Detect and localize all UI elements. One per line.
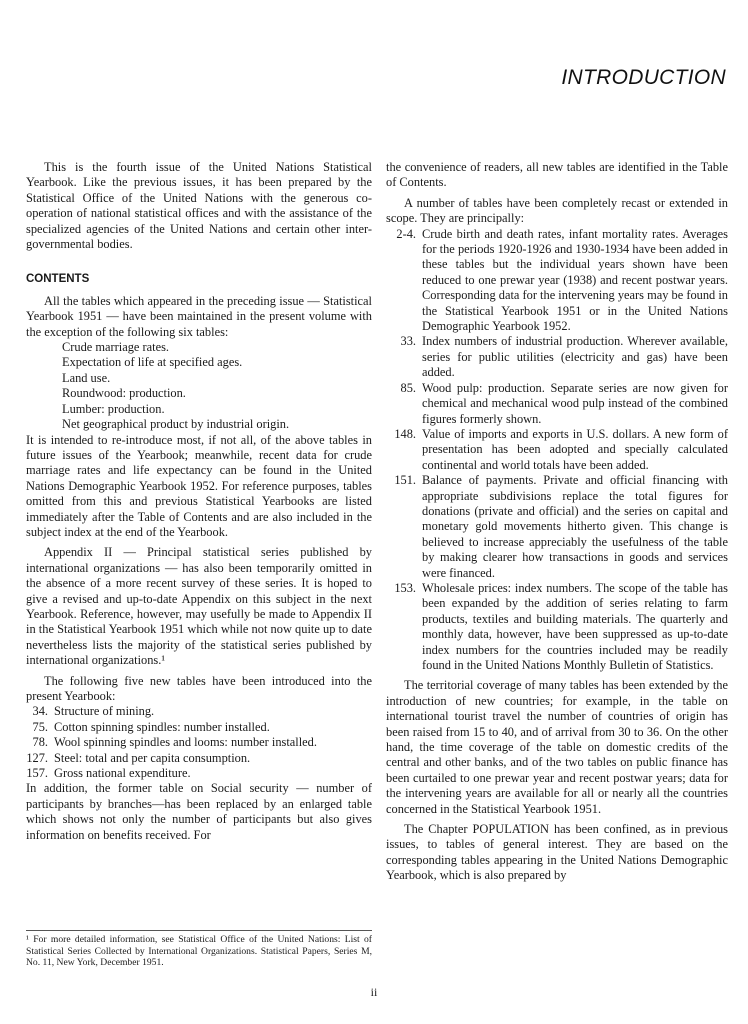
- new-table-item: 127. Steel: total and per capita consumption.: [26, 750, 251, 765]
- new-table-item: 34. Structure of mining.: [32, 704, 155, 719]
- new-table-item: 75. Cotton spinning spindles: number installed.: [32, 719, 270, 734]
- reintroduce-paragraph: It is intended to re-introduce most, if not all, of the above tables in future issues of the Yearbook; meanwhile, recent data for crude marriage rates and life expectancy can be found in the United Nations Demographic Yearbook 1952. For reference purposes, tables omitted from this and previous Statistical Yearbooks are listed immediately after the Table of Contents and are also included in the subject index at the end of the Yearbook.: [26, 432, 372, 539]
- list-item: Crude marriage rates.: [62, 340, 169, 355]
- recast-table-item: 151. Balance of payments. Private and official financing with appropriate subdivisions replace the total figures for donations (private and official) and the series on capital and monetary gold movements hitherto given. This change is believed to increase appreciably the usefulness of the table by making clearer how transactions in goods and services were financed.: [394, 473, 728, 580]
- new-table-item: 157. Gross national expenditure.: [26, 766, 191, 781]
- left-column: [26, 160, 372, 843]
- population-paragraph: The Chapter POPULATION has been confined, as in previous issues, to tables of general interest. They are based on the corresponding tables appearing in the United Nations Demographic Yearbook, which is also prepared by: [386, 822, 728, 883]
- list-item: Lumber: production.: [62, 401, 165, 416]
- continued-paragraph: the convenience of readers, all new tables are identified in the Table of Contents.: [386, 160, 728, 190]
- right-column: [386, 160, 728, 884]
- recast-table-item: 2-4. Crude birth and death rates, infant mortality rates. Averages for the periods 1920-1926 and 1930-1934 have been added in these tables but the individual years shown have been reduced to one prewar year (1938) and recent postwar years. Corresponding data for the intervening years may be found in the Statistical Yearbook 1951 or in the United Nations Demographic Yearbook 1952.: [396, 226, 728, 334]
- page-number: ii: [370, 985, 378, 999]
- appendix-paragraph: Appendix II — Principal statistical series published by international organizations — has also been temporarily omitted in the absence of a more recent survey of these series. It is hoped to give a revised and up-to-date Appendix on this subject in the next Yearbook. Reference, however, may usefully be made to Appendix II in the Statistical Yearbook 1951 which while not now quite up to date nevertheless lists the majority of the statistical series published by international organizations.¹: [26, 545, 372, 668]
- social-security-paragraph: In addition, the former table on Social security — number of participants by branches—has been replaced by an enlarged table which shows not only the number of participants but also gives information on benefits received. For: [26, 781, 372, 842]
- omitted-tables-list: [62, 340, 372, 432]
- intro-paragraph: This is the fourth issue of the United Nations Statistical Yearbook. Like the previous issues, it has been prepared by the Statistical Office of the United Nations with the generous co-operation of national statistical offices and with the assistance of the specialized agencies of the United Nations and certain other inter-governmental bodies.: [26, 160, 372, 252]
- list-item: Land use.: [62, 370, 111, 385]
- recast-table-item: 85. Wood pulp: production. Separate series are now given for chemical and mechanical wood pulp instead of the combined figures formerly shown.: [400, 380, 728, 426]
- new-tables-paragraph: The following five new tables have been introduced into the present Yearbook:: [26, 673, 372, 703]
- recast-table-item: 153. Wholesale prices: index numbers. The scope of the table has been expanded by the addition of series relating to farm products, textiles and building materials. The quarterly and monthly data, however, have been suppressed as up-to-date index numbers for the countries included may be readily found in the United Nations Monthly Bulletin of Statistics.: [394, 580, 728, 672]
- list-item: Net geographical product by industrial origin.: [62, 417, 290, 432]
- contents-heading: CONTENTS: [26, 273, 90, 286]
- list-item: Roundwood: production.: [62, 386, 186, 401]
- footnote: ¹ For more detailed information, see Statistical Office of the United Nations: List of Statistical Series Collected by International Organizations. Statistical Papers, Series M, No. 11, New York, December 1951.: [26, 930, 372, 969]
- recast-paragraph: A number of tables have been completely recast or extended in scope. They are principally:: [386, 195, 728, 226]
- contents-paragraph: All the tables which appeared in the preceding issue — Statistical Yearbook 1951 — have been maintained in the present volume with the exception of the following six tables:: [26, 293, 372, 339]
- page-header-title: INTRODUCTION: [561, 66, 726, 89]
- list-item: Expectation of life at specified ages.: [62, 355, 243, 370]
- recast-table-item: 148. Value of imports and exports in U.S. dollars. A new form of presentation has been adopted and specially calculated continental and world totals have been added.: [394, 426, 728, 472]
- new-table-item: 78. Wool spinning spindles and looms: number installed.: [32, 735, 317, 750]
- coverage-paragraph: The territorial coverage of many tables has been extended by the introduction of new countries; for example, in the table on international tourist travel the number of countries of origin has been raised from 15 to 40, and of arrival from 30 to 36. On the other hand, the time coverage of the table on domestic credits of the central and other banks, and of the two tables on public finance has been curtailed to one prewar year and recent postwar years; data for the intervening years are available for all or nearly all the countries concerned in the Statistical Yearbook 1951.: [386, 678, 728, 816]
- recast-table-item: 33. Index numbers of industrial production. Wherever available, series for public utilities (electricity and gas) have been added.: [400, 334, 728, 380]
